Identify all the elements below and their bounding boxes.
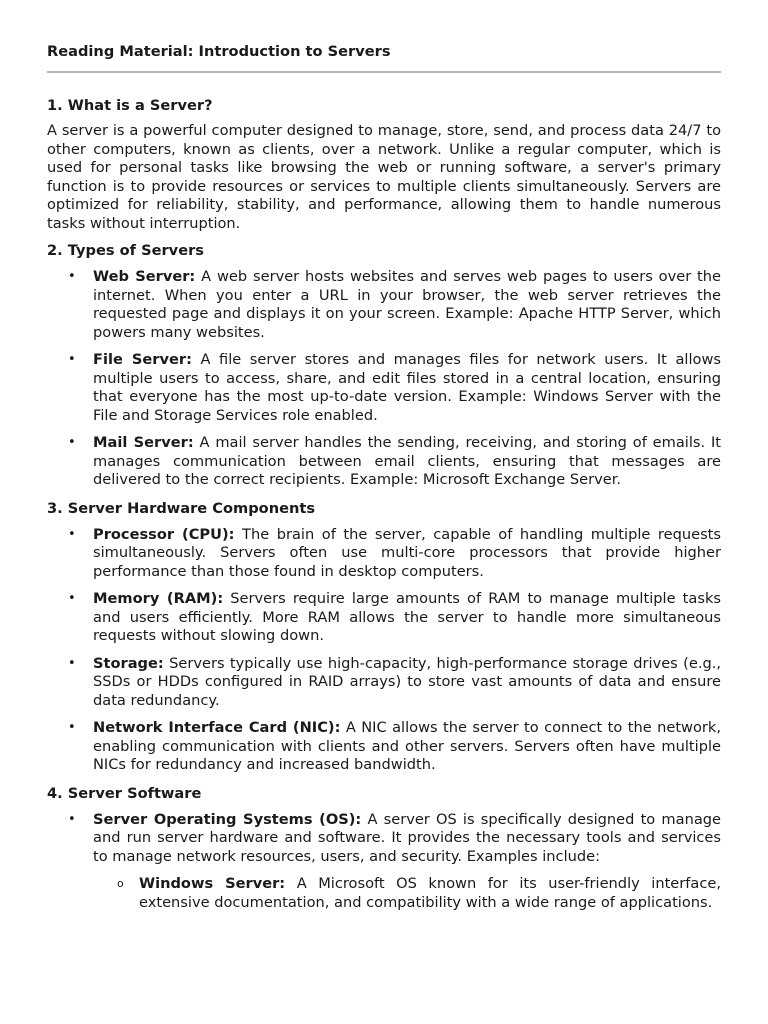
- sub-list-item-term: Windows Server:: [139, 875, 286, 892]
- list-item-text: A server OS is specifically designed to manage and run server hardware and software. It provides the necessary tools and services to manage network resources, users, and security. Examples include:: [93, 810, 722, 865]
- list-item-term: File Server:: [93, 351, 192, 368]
- title-divider: [47, 71, 721, 73]
- list-item: [93, 811, 721, 913]
- list-item-term: Web Server:: [93, 268, 196, 285]
- list-item-term: Mail Server:: [93, 434, 194, 451]
- list-item-term: Server Operating Systems (OS):: [93, 810, 362, 828]
- list-item: [93, 351, 721, 425]
- document-body: [47, 96, 721, 921]
- server-software-list: [47, 811, 721, 913]
- hardware-components-list: [47, 526, 721, 775]
- list-item: [93, 268, 721, 342]
- document-title: Reading Material: Introduction to Servers: [47, 43, 391, 60]
- list-item: [93, 526, 721, 582]
- section-heading-what-is-a-server: 1. What is a Server?: [47, 97, 213, 114]
- section-heading-types-of-servers: 2. Types of Servers: [47, 242, 204, 259]
- list-item-text: A mail server handles the sending, receiving, and storing of emails. It manages communication between email clients, ensuring that messages are delivered to the correct recipients. Example: Microsoft Exchange Server.: [93, 434, 721, 488]
- list-item: [93, 655, 721, 711]
- section-heading-server-software: 4. Server Software: [47, 784, 202, 802]
- sub-list-item: [139, 875, 721, 912]
- list-item: [93, 719, 721, 775]
- list-item-text: A file server stores and manages files for network users. It allows multiple users to access, share, and edit files stored in a central location, ensuring that everyone has the most up-to-date version. Example: Windows Server with the File and Storage Services role enabled.: [93, 351, 721, 424]
- sub-list-item-text: A Microsoft OS known for its user-friendly interface, extensive documentation, and compatibility with a wide range of applications.: [139, 875, 722, 911]
- list-item: [93, 434, 721, 490]
- list-item-text: A web server hosts websites and serves web pages to users over the internet. When you enter a URL in your browser, the web server retrieves the requested page and displays it on your screen. Example: Apache HTTP Server, which powers many websites.: [93, 268, 721, 341]
- types-of-servers-list: [47, 268, 721, 490]
- list-item-term: Network Interface Card (NIC):: [93, 719, 341, 736]
- list-item-text: Servers typically use high-capacity, high-performance storage drives (e.g., SSDs or HDDs configured in RAID arrays) to store vast amounts of data and ensure data redundancy.: [93, 654, 721, 709]
- section-paragraph-what-is-a-server: A server is a powerful computer designed to manage, store, send, and process data 24/7 to other computers, known as clients, over a network. Unlike a regular computer, which is used for personal tasks like browsing the web or running software, a server's primary function is to provide resources or services to multiple clients simultaneously. Servers are optimized for reliability, stability, and performance, allowing them to handle numerous tasks without interruption.: [47, 122, 721, 232]
- list-item-text: A NIC allows the server to connect to the network, enabling communication with clients and other servers. Servers often have multiple NICs for redundancy and increased bandwidth.: [93, 719, 721, 773]
- section-heading-hardware-components: 3. Server Hardware Components: [47, 499, 316, 517]
- list-item-term: Memory (RAM):: [93, 590, 224, 607]
- server-os-examples-list: [93, 875, 721, 912]
- list-item-term: Storage:: [93, 654, 164, 672]
- list-item-text: Servers require large amounts of RAM to manage multiple tasks and users efficiently. More RAM allows the server to handle more simultaneous requests without slowing down.: [93, 590, 721, 644]
- list-item-term: Processor (CPU):: [93, 525, 235, 543]
- list-item-text: The brain of the server, capable of handling multiple requests simultaneously. Servers often use multi-core processors that provide higher performance than those found in desktop computers.: [93, 525, 721, 580]
- list-item: [93, 590, 721, 646]
